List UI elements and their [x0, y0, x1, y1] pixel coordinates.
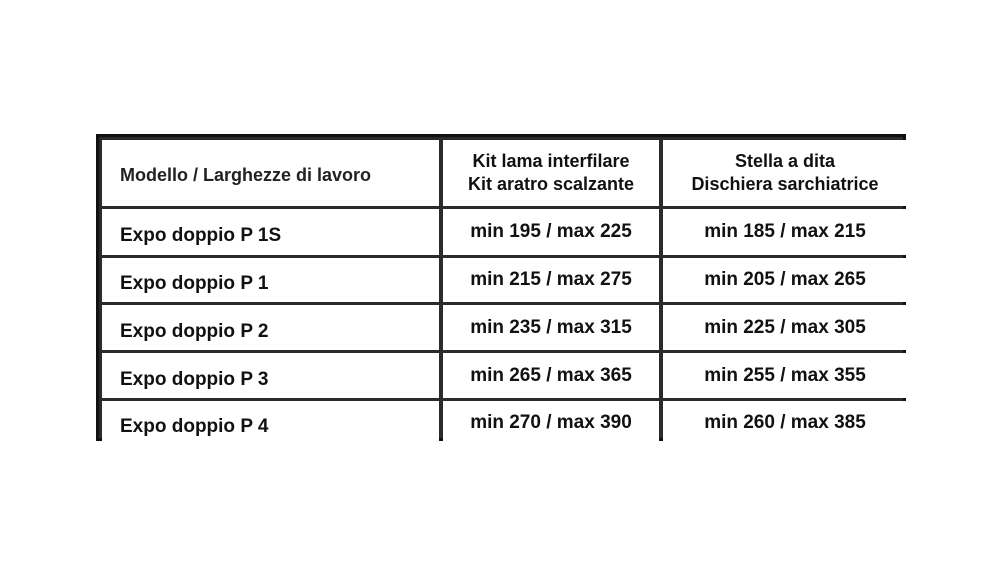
table-row-model: Expo doppio P 2: [102, 305, 439, 350]
table-row-model: Expo doppio P 3: [102, 353, 439, 398]
header-model-label: Modello / Larghezze di lavoro: [120, 164, 372, 185]
table-row-model: Expo doppio P 4: [102, 401, 439, 445]
table-row-col3: min 255 / max 355: [663, 353, 907, 398]
header-col3-line1: Stella a dita: [734, 151, 836, 171]
header-col3-line2: Dischiera sarchiatrice: [691, 174, 879, 194]
table-row-col3: min 205 / max 265: [663, 258, 907, 302]
table-row-col2: min 270 / max 390: [443, 401, 659, 445]
table-grid: [102, 140, 900, 435]
header-column-2: [443, 140, 659, 206]
table-row-col2: min 235 / max 315: [443, 305, 659, 350]
width-table: [96, 134, 906, 441]
table-row-col2: min 195 / max 225: [443, 209, 659, 255]
table-row-col3: min 260 / max 385: [663, 401, 907, 445]
table-row-model: Expo doppio P 1: [102, 258, 439, 302]
table-row-model: Expo doppio P 1S: [102, 209, 439, 255]
header-col2-line2: Kit aratro scalzante: [467, 174, 635, 194]
table-row-col3: min 185 / max 215: [663, 209, 907, 255]
table-row-col3: min 225 / max 305: [663, 305, 907, 350]
header-model-column: [102, 140, 439, 206]
table-row-col2: min 265 / max 365: [443, 353, 659, 398]
table-row-col2: min 215 / max 275: [443, 258, 659, 302]
header-column-3: [663, 140, 907, 206]
header-col2-line1: Kit lama interfilare: [472, 151, 630, 171]
